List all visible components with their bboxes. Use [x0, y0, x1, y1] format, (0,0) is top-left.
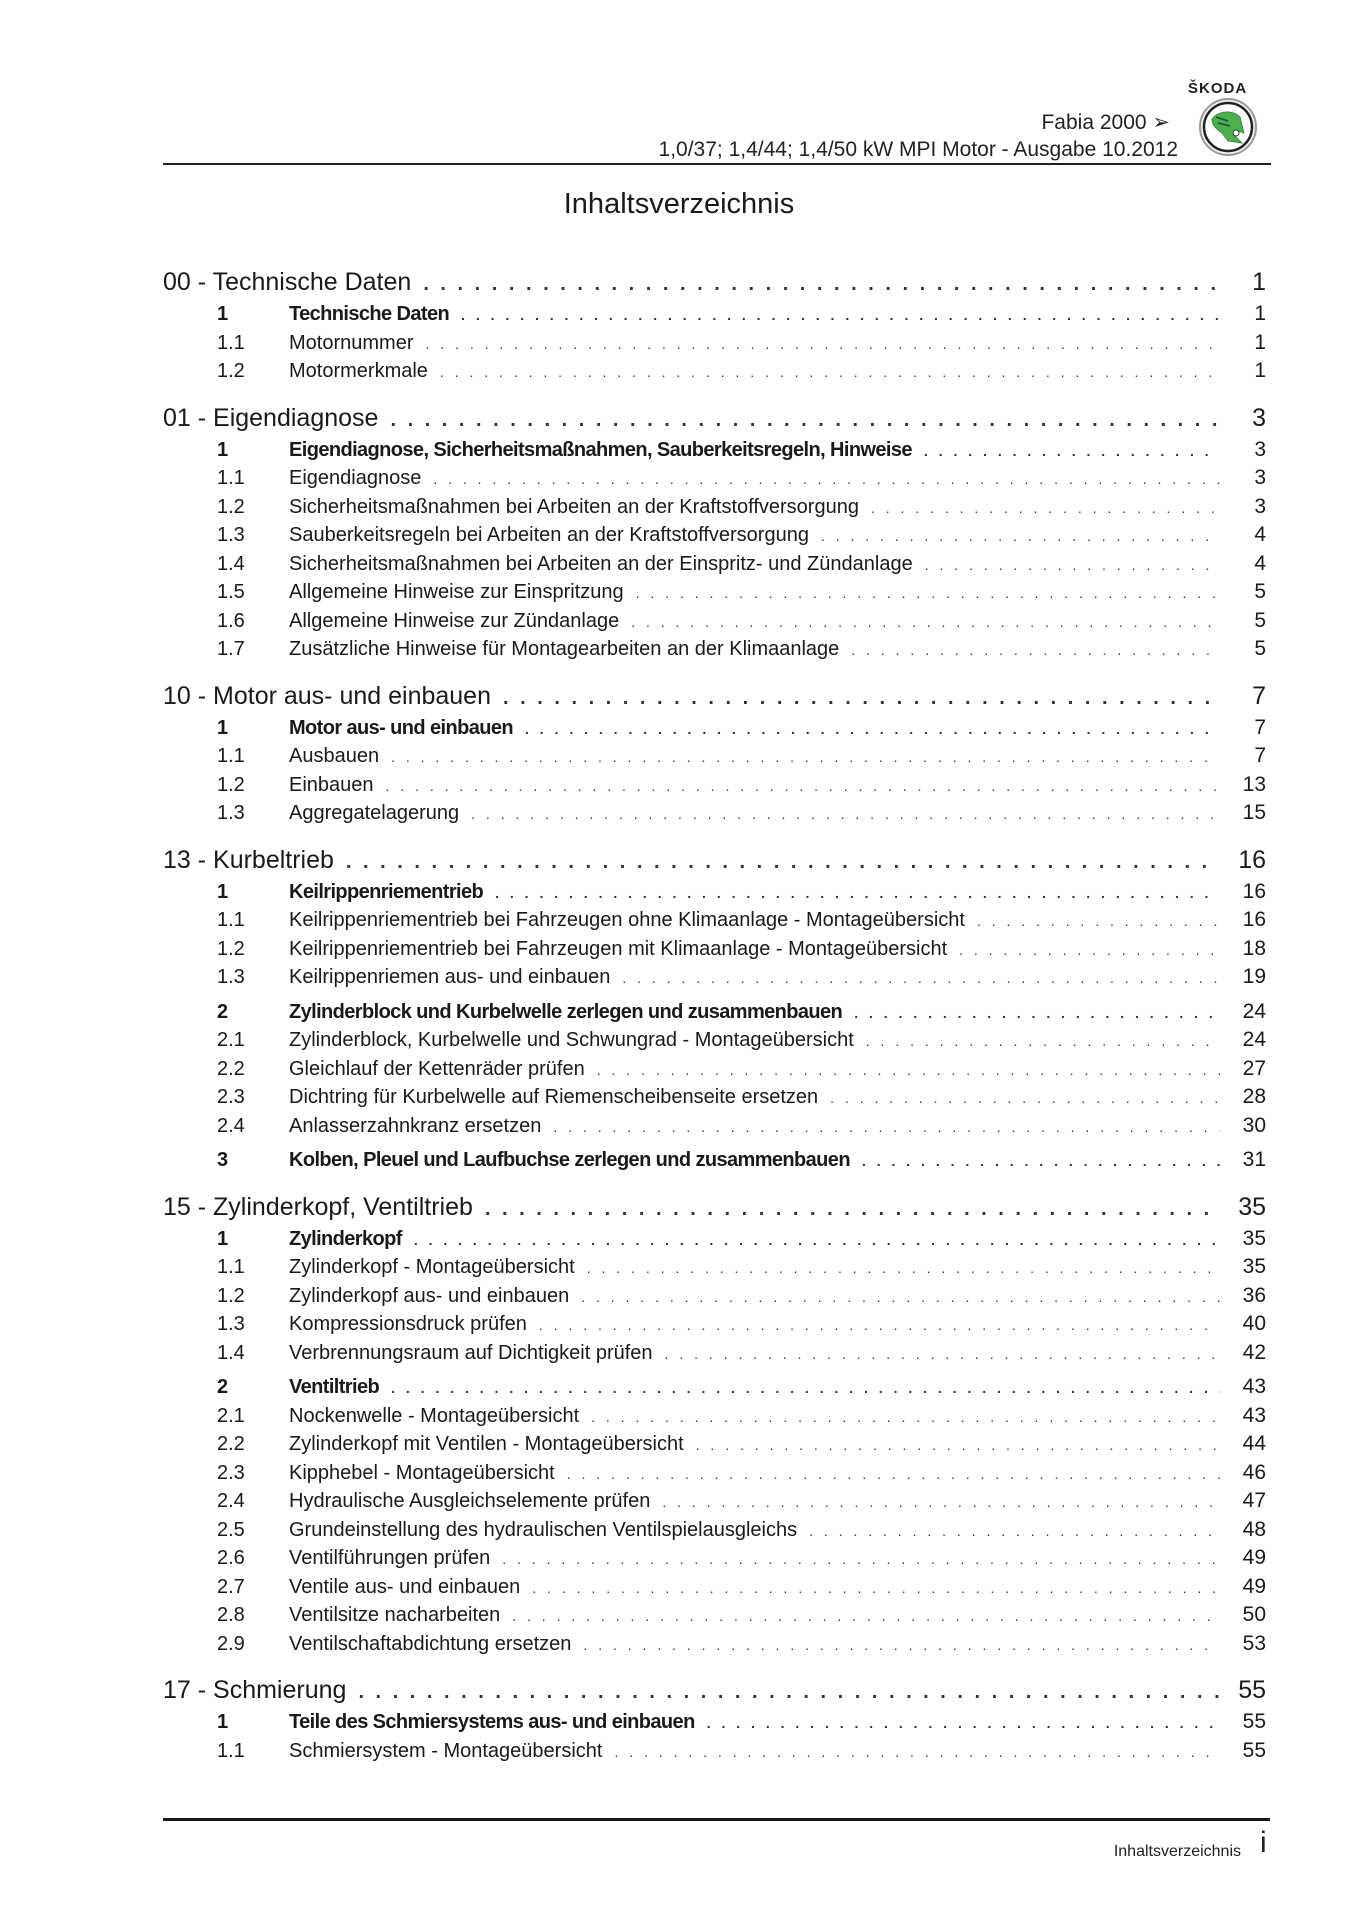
leader-dots [525, 715, 1220, 744]
chapter-page-number: 7 [1252, 681, 1266, 710]
section-title: Motormerkmale [289, 360, 428, 382]
toc-entry[interactable] [163, 878, 1266, 907]
toc-entry[interactable] [163, 300, 1266, 329]
section-title: Ventile aus- und einbauen [289, 1575, 521, 1598]
leader-dots [423, 266, 1220, 302]
footer-label: Inhaltsverzeichnis [1113, 1843, 1241, 1860]
leader-dots [471, 800, 1220, 829]
section-page-number: 13 [1242, 772, 1266, 796]
toc-entry[interactable] [163, 998, 1266, 1027]
section-title: Gleichlauf der Kettenräder prüfen [289, 1057, 585, 1080]
section-title: Technische Daten [289, 303, 450, 325]
section-title: Verbrennungsraum auf Dichtigkeit prüfen [289, 1341, 653, 1364]
section-number: 1.4 [217, 1341, 245, 1364]
section-number: 2.5 [217, 1518, 245, 1541]
toc-entry[interactable] [163, 1630, 1266, 1659]
leader-dots [425, 330, 1220, 359]
leader-dots [662, 1488, 1220, 1517]
section-title: Einbauen [289, 773, 374, 796]
section-number: 1.3 [217, 966, 245, 988]
section-page-number: 3 [1254, 466, 1266, 489]
toc-entry[interactable] [163, 1573, 1266, 1602]
section-title: Aggregatelagerung [289, 802, 460, 824]
chapter-title: 01 - Eigendiagnose [163, 403, 379, 432]
section-number: 2.6 [217, 1547, 245, 1569]
leader-dots [539, 1311, 1220, 1340]
section-page-number: 1 [1254, 302, 1266, 325]
brand-wordmark: ŠKODA [1188, 80, 1248, 97]
chapter-page-number: 35 [1238, 1192, 1266, 1221]
toc-entry[interactable] [163, 1026, 1266, 1055]
toc-entry[interactable] [163, 771, 1266, 800]
section-title: Allgemeine Hinweise zur Zündanlage [289, 609, 620, 632]
header-rule [163, 163, 1271, 165]
section-title: Sicherheitsmaßnahmen bei Arbeiten an der Kraftstoffversorgung [289, 495, 859, 518]
section-title: Kompressionsdruck prüfen [289, 1313, 527, 1335]
toc-entry[interactable] [163, 1253, 1266, 1282]
leader-dots [665, 1340, 1220, 1369]
leader-dots [809, 1517, 1220, 1546]
leader-dots [567, 1460, 1220, 1489]
leader-dots [433, 465, 1220, 494]
section-page-number: 48 [1242, 1517, 1266, 1541]
toc-entry[interactable] [163, 1083, 1266, 1112]
section-number: 1.2 [217, 495, 245, 518]
toc-entry[interactable] [163, 1430, 1266, 1459]
section-title: Sauberkeitsregeln bei Arbeiten an der Kraftstoffversorgung [289, 524, 809, 546]
section-title: Eigendiagnose, Sicherheitsmaßnahmen, Sauberkeitsregeln, Hinweise [289, 438, 912, 461]
section-number: 1 [217, 716, 228, 739]
section-page-number: 4 [1254, 523, 1266, 546]
toc-chapter[interactable] [163, 842, 1266, 878]
section-page-number: 3 [1254, 494, 1266, 518]
section-page-number: 19 [1242, 965, 1266, 988]
leader-dots [583, 1631, 1220, 1660]
toc-entry[interactable] [163, 799, 1266, 828]
section-number: 1 [217, 1711, 228, 1733]
section-page-number: 46 [1242, 1460, 1266, 1484]
section-number: 3 [217, 1149, 228, 1171]
chapter-title: 17 - Schmierung [163, 1676, 347, 1704]
leader-dots [591, 1403, 1220, 1432]
section-number: 2.1 [217, 1029, 245, 1051]
section-number: 1.1 [217, 745, 245, 767]
section-title: Kolben, Pleuel und Laufbuchse zerlegen und zusammenbauen [289, 1149, 850, 1171]
section-title: Zylinderkopf [289, 1227, 402, 1250]
section-number: 2.4 [217, 1114, 245, 1137]
leader-dots [358, 1674, 1220, 1710]
section-page-number: 16 [1242, 879, 1266, 903]
section-number: 2.3 [217, 1086, 245, 1108]
page-title: Inhaltsverzeichnis [563, 188, 795, 220]
section-page-number: 43 [1242, 1403, 1266, 1427]
leader-dots [587, 1254, 1220, 1283]
leader-dots [821, 522, 1220, 551]
section-title: Zylinderkopf aus- und einbauen [289, 1284, 570, 1307]
leader-dots [959, 936, 1220, 965]
section-title: Zusätzliche Hinweise für Montagearbeiten an der Klimaanlage [289, 638, 840, 660]
section-number: 2.3 [217, 1461, 245, 1484]
toc-entry[interactable] [163, 329, 1266, 358]
section-number: 1.2 [217, 1284, 245, 1307]
section-page-number: 5 [1254, 580, 1266, 603]
leader-dots [866, 1027, 1220, 1056]
section-page-number: 43 [1242, 1375, 1266, 1398]
section-page-number: 47 [1242, 1489, 1266, 1512]
section-number: 1.2 [217, 360, 245, 382]
toc-entry[interactable] [163, 1282, 1266, 1311]
section-page-number: 1 [1254, 359, 1266, 382]
section-page-number: 15 [1242, 801, 1266, 824]
section-title: Zylinderblock, Kurbelwelle und Schwungrad - Montageübersicht [289, 1029, 854, 1051]
section-number: 1.6 [217, 609, 245, 632]
chapter-title: 10 - Motor aus- und einbauen [163, 681, 491, 710]
toc-entry[interactable] [163, 906, 1266, 935]
section-title: Ausbauen [289, 745, 380, 767]
section-number: 1 [217, 438, 228, 461]
toc-entry[interactable] [163, 607, 1266, 636]
leader-dots [532, 1574, 1220, 1603]
footer-rule [163, 1818, 1270, 1821]
leader-dots [485, 1191, 1220, 1227]
section-title: Motornummer [289, 331, 414, 354]
section-page-number: 49 [1242, 1574, 1266, 1598]
section-page-number: 16 [1242, 908, 1266, 931]
section-number: 1.3 [217, 1313, 245, 1335]
toc-entry[interactable] [163, 357, 1266, 386]
section-number: 1 [217, 1227, 228, 1250]
toc-chapter[interactable] [163, 1189, 1266, 1225]
section-number: 2.2 [217, 1433, 245, 1455]
section-title: Hydraulische Ausgleichselemente prüfen [289, 1490, 651, 1512]
toc-entry[interactable] [163, 464, 1266, 493]
leader-dots [631, 608, 1220, 637]
section-number: 1.7 [217, 638, 245, 660]
toc-entry[interactable] [163, 493, 1266, 522]
section-number: 1 [217, 303, 228, 325]
section-number: 2.7 [217, 1575, 245, 1598]
section-title: Keilrippenriemen aus- und einbauen [289, 966, 611, 988]
toc-entry[interactable] [163, 1339, 1266, 1368]
leader-dots [636, 579, 1220, 608]
toc-chapter[interactable] [163, 1672, 1266, 1708]
section-title: Keilrippenriementrieb bei Fahrzeugen mit Klimaanlage - Montageübersicht [289, 937, 948, 960]
skoda-arrow-logo-icon [1198, 97, 1258, 157]
toc-entry[interactable] [163, 935, 1266, 964]
section-number: 1.2 [217, 773, 245, 796]
leader-dots [391, 1374, 1220, 1403]
section-page-number: 24 [1242, 1028, 1266, 1051]
leader-dots [512, 1602, 1220, 1631]
section-page-number: 24 [1242, 999, 1266, 1023]
toc-entry[interactable] [163, 1516, 1266, 1545]
section-title: Motor aus- und einbauen [289, 716, 513, 739]
toc-entry[interactable] [163, 742, 1266, 771]
section-page-number: 53 [1242, 1631, 1266, 1655]
section-number: 1.1 [217, 1256, 245, 1278]
section-title: Schmiersystem - Montageübersicht [289, 1739, 603, 1762]
section-page-number: 27 [1242, 1056, 1266, 1080]
leader-dots [925, 551, 1220, 580]
section-title: Grundeinstellung des hydraulischen Ventilspielausgleichs [289, 1518, 798, 1541]
leader-dots [851, 636, 1220, 665]
footer-page-number: i [1260, 1826, 1267, 1859]
section-title: Keilrippenriementrieb [289, 880, 484, 903]
section-number: 2.1 [217, 1404, 245, 1427]
section-title: Zylinderkopf mit Ventilen - Montageübersicht [289, 1433, 684, 1455]
toc-entry[interactable] [163, 1146, 1266, 1175]
toc-entry[interactable] [163, 1055, 1266, 1084]
section-number: 2.2 [217, 1057, 245, 1080]
leader-dots [346, 844, 1220, 880]
toc-chapter[interactable] [163, 678, 1266, 714]
chapter-title: 15 - Zylinderkopf, Ventiltrieb [163, 1192, 473, 1221]
section-page-number: 4 [1254, 551, 1266, 575]
leader-dots [581, 1283, 1220, 1312]
section-number: 1 [217, 880, 228, 903]
leader-dots [414, 1226, 1220, 1255]
section-page-number: 50 [1242, 1603, 1266, 1626]
section-number: 1.3 [217, 802, 245, 824]
table-of-contents [163, 264, 1266, 1765]
leader-dots [503, 680, 1220, 716]
toc-entry[interactable] [163, 1225, 1266, 1254]
section-number: 2 [217, 1000, 228, 1023]
section-page-number: 36 [1242, 1283, 1266, 1307]
section-title: Ventilführungen prüfen [289, 1547, 491, 1569]
leader-dots [614, 1738, 1220, 1767]
section-number: 1.4 [217, 552, 245, 575]
leader-dots [597, 1056, 1220, 1085]
section-page-number: 3 [1254, 437, 1266, 461]
section-title: Dichtring für Kurbelwelle auf Riemenscheibenseite ersetzen [289, 1086, 819, 1108]
leader-dots [707, 1709, 1220, 1738]
section-title: Ventilschaftabdichtung ersetzen [289, 1632, 572, 1655]
header-subtitle: 1,0/37; 1,4/44; 1,4/50 kW MPI Motor - Ausgabe 10.2012 [658, 138, 1178, 161]
section-page-number: 35 [1242, 1226, 1266, 1250]
section-page-number: 28 [1242, 1085, 1266, 1108]
section-page-number: 31 [1242, 1148, 1266, 1171]
leader-dots [862, 1147, 1220, 1176]
leader-dots [386, 772, 1220, 801]
leader-dots [854, 999, 1220, 1028]
section-page-number: 35 [1242, 1255, 1266, 1278]
section-page-number: 44 [1242, 1432, 1266, 1455]
header-model: Fabia 2000 ➢ [1041, 111, 1170, 134]
section-page-number: 30 [1242, 1113, 1266, 1137]
section-page-number: 40 [1242, 1312, 1266, 1335]
section-page-number: 18 [1242, 936, 1266, 960]
section-number: 1.1 [217, 467, 245, 489]
section-page-number: 55 [1242, 1710, 1266, 1733]
section-page-number: 49 [1242, 1546, 1266, 1569]
toc-entry[interactable] [163, 1708, 1266, 1737]
section-page-number: 1 [1254, 330, 1266, 354]
section-title: Anlasserzahnkranz ersetzen [289, 1114, 542, 1137]
section-title: Ventiltrieb [289, 1376, 380, 1398]
chapter-title: 13 - Kurbeltrieb [163, 845, 334, 874]
toc-entry[interactable] [163, 1402, 1266, 1431]
leader-dots [502, 1545, 1220, 1574]
section-number: 2.9 [217, 1632, 245, 1655]
chapter-page-number: 3 [1252, 403, 1266, 432]
toc-entry[interactable] [163, 963, 1266, 992]
section-page-number: 55 [1242, 1738, 1266, 1762]
section-title: Ventilsitze nacharbeiten [289, 1604, 501, 1626]
toc-entry[interactable] [163, 635, 1266, 664]
toc-entry[interactable] [163, 436, 1266, 465]
section-number: 1.1 [217, 331, 245, 354]
section-title: Nockenwelle - Montageübersicht [289, 1404, 580, 1427]
chapter-page-number: 16 [1238, 845, 1266, 874]
section-title: Sicherheitsmaßnahmen bei Arbeiten an der Einspritz- und Zündanlage [289, 552, 913, 575]
leader-dots [553, 1113, 1220, 1142]
section-title: Eigendiagnose [289, 467, 422, 489]
toc-entry[interactable] [163, 550, 1266, 579]
toc-entry[interactable] [163, 1310, 1266, 1339]
section-title: Keilrippenriementrieb bei Fahrzeugen ohne Klimaanlage - Montageübersicht [289, 909, 965, 931]
leader-dots [622, 964, 1220, 993]
leader-dots [440, 358, 1220, 387]
section-number: 2.8 [217, 1604, 245, 1626]
section-title: Zylinderkopf - Montageübersicht [289, 1256, 575, 1278]
toc-entry[interactable] [163, 578, 1266, 607]
section-number: 1.1 [217, 909, 245, 931]
section-number: 1.1 [217, 1739, 245, 1762]
section-title: Zylinderblock und Kurbelwelle zerlegen und zusammenbauen [289, 1000, 843, 1023]
section-number: 1.5 [217, 581, 245, 603]
section-page-number: 42 [1242, 1340, 1266, 1364]
leader-dots [461, 301, 1220, 330]
toc-entry[interactable] [163, 1601, 1266, 1630]
leader-dots [391, 743, 1220, 772]
toc-entry[interactable] [163, 1373, 1266, 1402]
section-title: Teile des Schmiersystems aus- und einbauen [289, 1711, 695, 1733]
chapter-page-number: 1 [1252, 268, 1266, 296]
section-page-number: 7 [1254, 715, 1266, 739]
toc-chapter[interactable] [163, 264, 1266, 300]
section-page-number: 5 [1254, 637, 1266, 660]
section-page-number: 7 [1254, 744, 1266, 767]
section-page-number: 5 [1254, 608, 1266, 632]
leader-dots [696, 1431, 1220, 1460]
section-title: Kipphebel - Montageübersicht [289, 1461, 555, 1484]
toc-entry[interactable] [163, 1487, 1266, 1516]
chapter-page-number: 55 [1238, 1676, 1266, 1704]
section-number: 2 [217, 1376, 228, 1398]
section-number: 1.2 [217, 937, 245, 960]
leader-dots [495, 879, 1220, 908]
section-title: Allgemeine Hinweise zur Einspritzung [289, 581, 624, 603]
section-number: 2.4 [217, 1490, 245, 1512]
section-number: 1.3 [217, 524, 245, 546]
leader-dots [924, 437, 1220, 466]
chapter-title: 00 - Technische Daten [163, 268, 412, 296]
leader-dots [977, 907, 1220, 936]
toc-entry[interactable] [163, 714, 1266, 743]
leader-dots [390, 402, 1220, 438]
toc-entry[interactable] [163, 1544, 1266, 1573]
leader-dots [830, 1084, 1220, 1113]
toc-entry[interactable] [163, 1459, 1266, 1488]
toc-chapter[interactable] [163, 400, 1266, 436]
leader-dots [871, 494, 1220, 523]
toc-entry[interactable] [163, 1112, 1266, 1141]
toc-entry[interactable] [163, 521, 1266, 550]
toc-entry[interactable] [163, 1737, 1266, 1766]
